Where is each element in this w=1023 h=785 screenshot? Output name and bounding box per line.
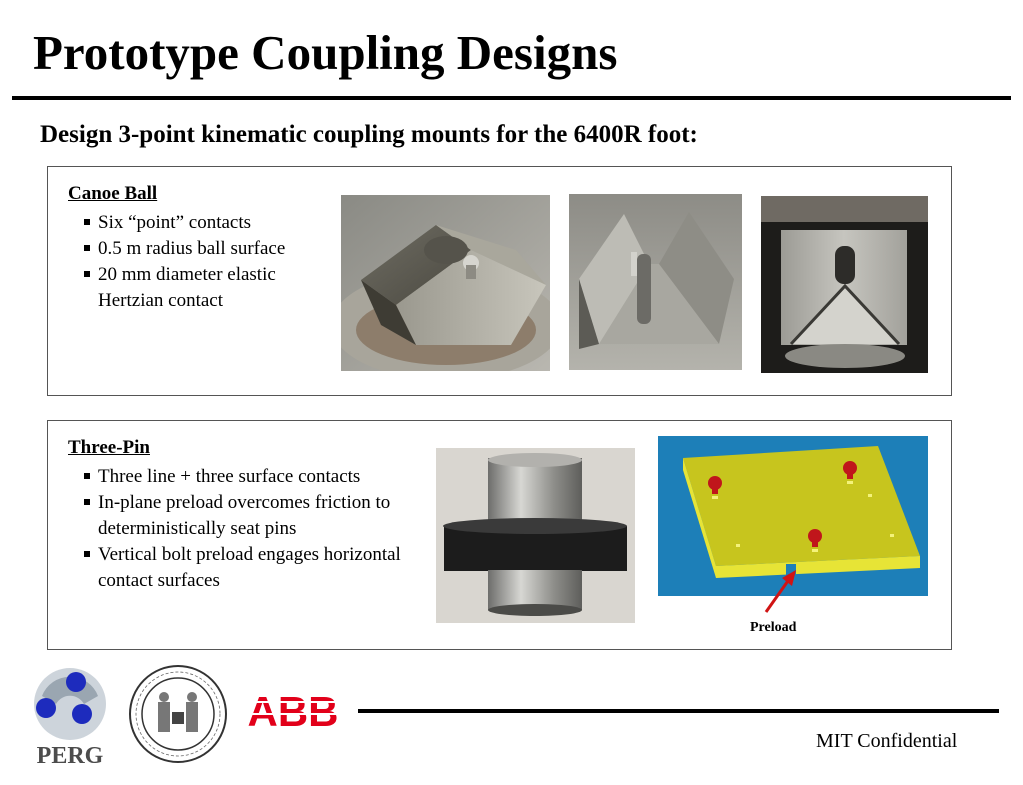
canoe-ball-v-block-photo <box>569 194 742 370</box>
bullet-item: In-plane preload overcomes friction to deterministically seat pins <box>80 490 403 542</box>
canoe-ball-front-photo <box>761 196 928 373</box>
abb-logo <box>247 690 339 730</box>
abb-logo-text: ABB <box>247 690 339 730</box>
bullet-item: Six “point” contacts <box>80 210 335 236</box>
canoe-ball-photo <box>341 195 550 371</box>
bullet-item: 20 mm diameter elastic Hertzian contact <box>80 262 335 314</box>
canoe-ball-heading: Canoe Ball <box>68 183 158 204</box>
three-pin-bullets <box>80 464 430 594</box>
preload-label: Preload <box>750 620 797 635</box>
perg-logo <box>28 666 113 766</box>
footer-divider <box>358 709 999 713</box>
preload-arrow <box>760 566 800 616</box>
confidential-label: MIT Confidential <box>816 730 958 752</box>
mit-seal-logo <box>128 664 228 764</box>
page-subtitle: Design 3-point kinematic coupling mounts for the 6400R foot: <box>40 121 698 148</box>
canoe-ball-bullets <box>80 210 335 314</box>
page-title: Prototype Coupling Designs <box>33 25 618 80</box>
bullet-item: 0.5 m radius ball surface <box>80 236 335 262</box>
three-pin-photo <box>436 448 635 623</box>
three-pin-heading: Three-Pin <box>68 437 150 458</box>
bullet-item: Vertical bolt preload engages horizontal contact surfaces <box>80 542 403 594</box>
perg-logo-text: PERG <box>36 743 104 766</box>
bullet-item: Three line + three surface contacts <box>80 464 430 490</box>
title-divider <box>12 96 1011 100</box>
